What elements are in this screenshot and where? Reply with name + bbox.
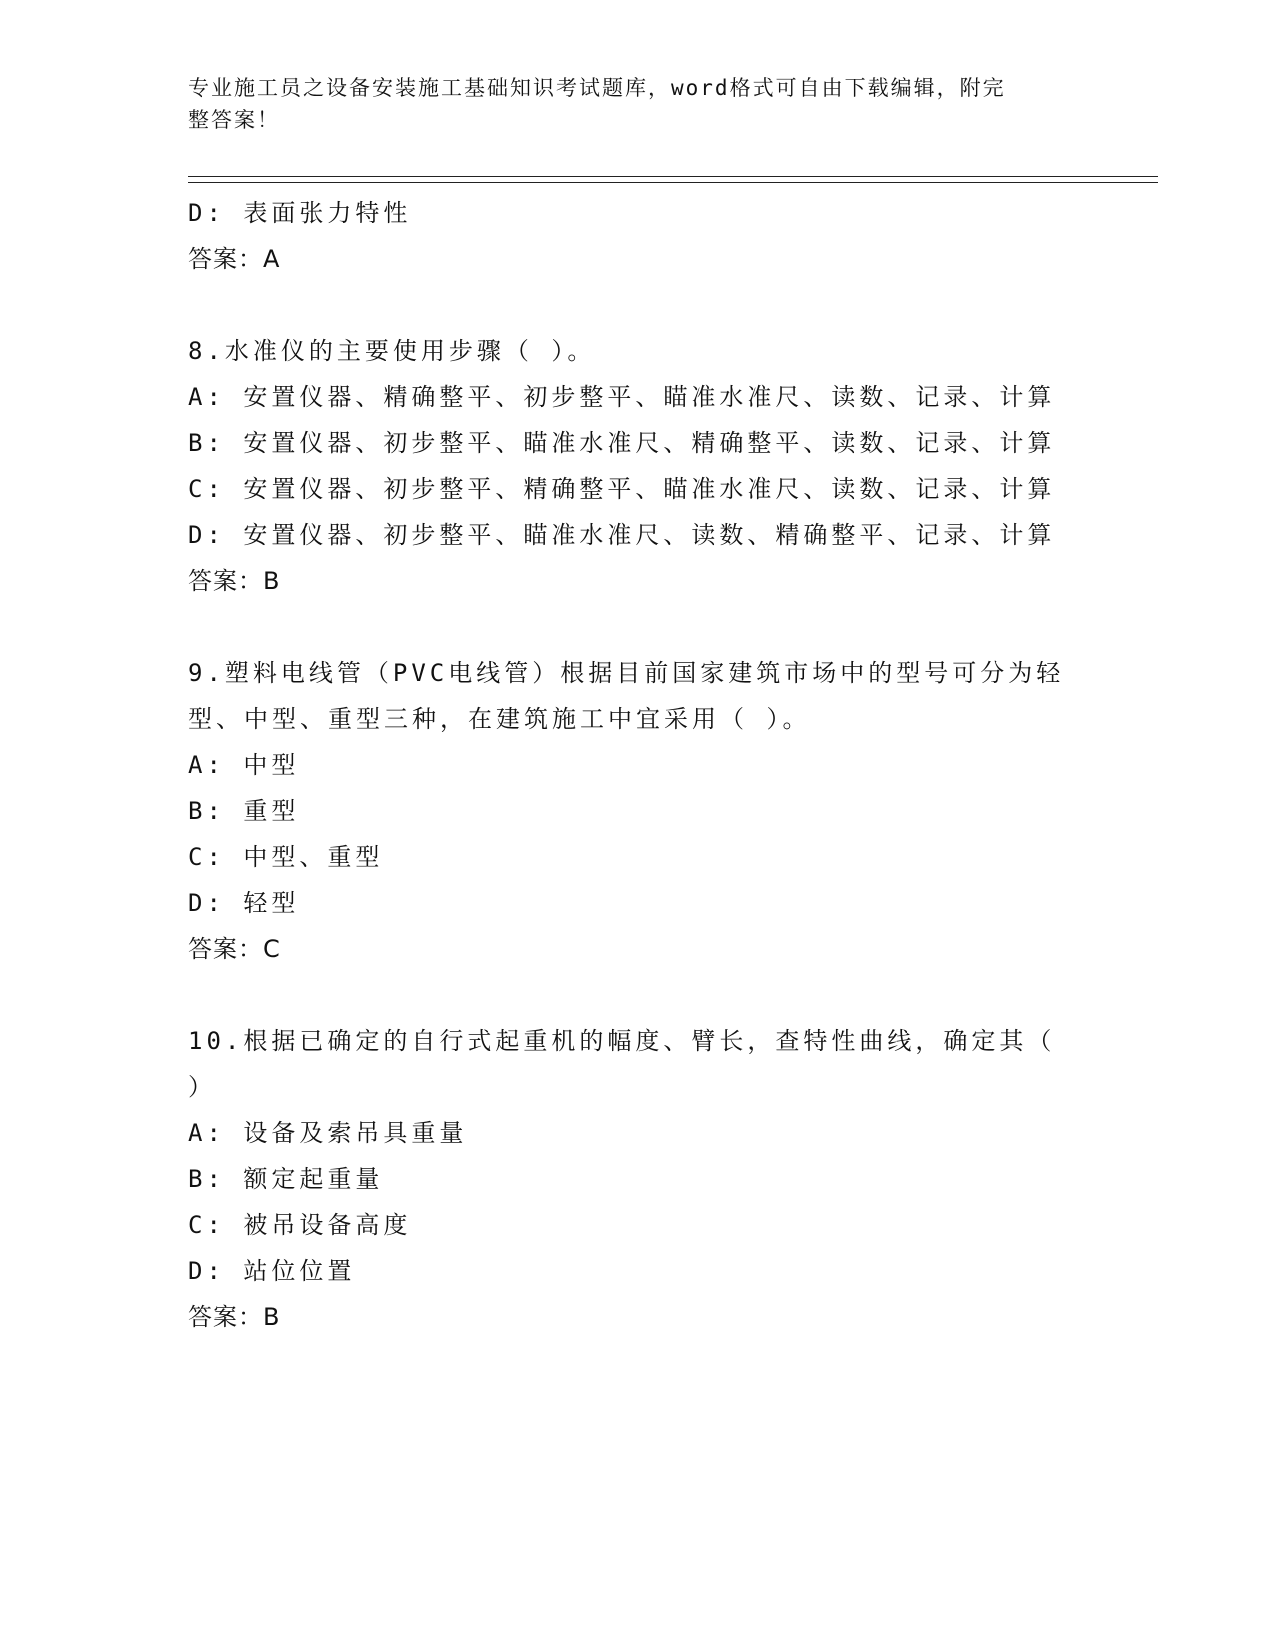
header-title-line-2: 整答案！ [188,108,280,132]
question-8 [188,328,1148,604]
option-c: C: 被吊设备高度 [188,1211,412,1239]
spacer [188,972,1148,1018]
question-9 [188,650,1148,972]
option-c: C: 安置仪器、初步整平、精确整平、瞄准水准尺、读数、记录、计算 [188,475,1056,503]
option-d: D: 表面张力特性 [188,199,412,227]
spacer [188,282,1148,328]
question-stem: 8.水准仪的主要使用步骤（ ）。 [188,337,596,365]
question-stem: 9.塑料电线管（PVC电线管）根据目前国家建筑市场中的型号可分为轻 [188,659,1065,687]
header-title-line-1: 专业施工员之设备安装施工基础知识考试题库，word格式可自由下载编辑，附完 [188,76,1006,100]
spacer [188,604,1148,650]
answer-line: 答案：A [188,245,281,273]
answer-line: 答案：B [188,567,281,595]
option-a: A: 设备及索吊具重量 [188,1119,468,1147]
option-b: B: 安置仪器、初步整平、瞄准水准尺、精确整平、读数、记录、计算 [188,429,1056,457]
header-divider-bottom [188,182,1158,183]
option-d: D: 安置仪器、初步整平、瞄准水准尺、读数、精确整平、记录、计算 [188,521,1056,549]
option-c: C: 中型、重型 [188,843,384,871]
document-header [188,72,1068,136]
question-stem-continued: ） [188,1073,216,1101]
question-stem: 10.根据已确定的自行式起重机的幅度、臂长，查特性曲线，确定其（ [188,1027,1056,1055]
option-d: D: 轻型 [188,889,300,917]
option-b: B: 重型 [188,797,300,825]
question-10 [188,1018,1148,1340]
option-d: D: 站位位置 [188,1257,356,1285]
answer-line: 答案：C [188,935,281,963]
header-divider-top [188,176,1158,177]
answer-line: 答案：B [188,1303,281,1331]
option-a: A: 中型 [188,751,300,779]
question-stem-continued: 型、中型、重型三种，在建筑施工中宜采用（ ）。 [188,705,811,733]
question-list [188,190,1148,1340]
option-b: B: 额定起重量 [188,1165,384,1193]
option-a: A: 安置仪器、精确整平、初步整平、瞄准水准尺、读数、记录、计算 [188,383,1056,411]
